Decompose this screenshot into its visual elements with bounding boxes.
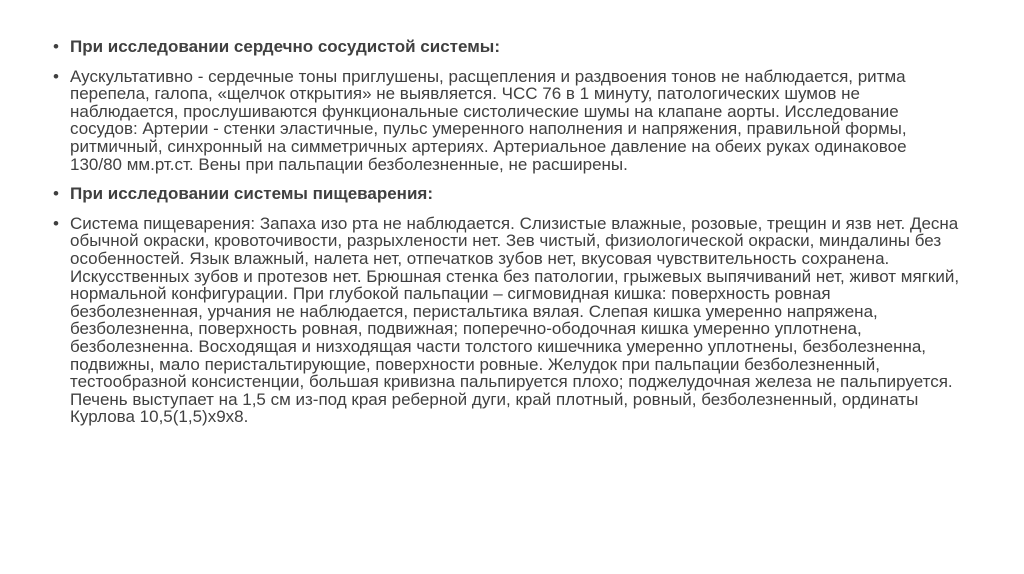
bullet-dot: • <box>53 66 59 86</box>
heading-digestive-text: При исследовании системы пищеварения: <box>70 184 433 204</box>
paragraph-cardiovascular <box>50 68 960 174</box>
heading-cardiovascular-text: При исследовании сердечно сосудистой системы: <box>70 37 500 56</box>
heading-cardiovascular <box>50 38 960 56</box>
bullet-dot: • <box>53 213 59 233</box>
heading-digestive <box>50 185 960 203</box>
bullet-dot: • <box>53 37 59 56</box>
paragraph-digestive <box>50 215 960 426</box>
bullet-dot: • <box>53 184 59 204</box>
bullet-list <box>50 38 960 438</box>
paragraph-digestive-text: Система пищеварения: Запаха изо рта не наблюдается. Слизистые влажные, розовые, трещин и язв нет. Десна обычной окраски, кровоточивости, разрыхлености нет. Зев чистый, физиологической окраски, миндалины без особенностей. Язык влажный, налета нет, отпечатков зубов нет, вкусовая чувствительность сохранена. Искусственных зубов и протезов нет. Брюшная стенка без патологии, грыжевых выпячиваний нет, живот мягкий, нормальной конфигурации. При глубокой пальпации – сигмовидная кишка: поверхность ровная безболезненная, урчания не наблюдается, перистальтика вялая. Слепая кишка умеренно напряжена, безболезненна, поверхность ровная, подвижная; поперечно-ободочная кишка умеренно уплотнена, безболезненна. Восходящая и низходящая части толстого кишечника умеренно уплотнены, безболезненна, подвижны, мало перистальтирующие, поверхности ровные. Желудок при пальпации безболезненный, тестообразной консистенции, большая кривизна пальпируется плохо; поджелудочная железа не пальпируется. Печень выступает на 1,5 см из-под края реберной дуги, край плотный, ровный, безболезненный, ординаты Курлова 10,5(1,5)х9х8. <box>70 213 960 427</box>
paragraph-cardiovascular-text: Аускультативно - сердечные тоны приглушены, расщепления и раздвоения тонов не наблюдается, ритма перепела, галопа, «щелчок открытия» не выявляется. ЧСС 76 в 1 минуту, патологических шумов не наблюдается, прослушиваются функциональные систолические шумы на клапане аорты. Исследование сосудов: Артерии - стенки эластичные, пульс умеренного наполнения и напряжения, правильной формы, ритмичный, синхронный на симметричных артериях. Артериальное давление на обеих руках одинаковое 130/80 мм.рт.ст. Вены при пальпации безболезненные, не расширены. <box>70 66 907 174</box>
